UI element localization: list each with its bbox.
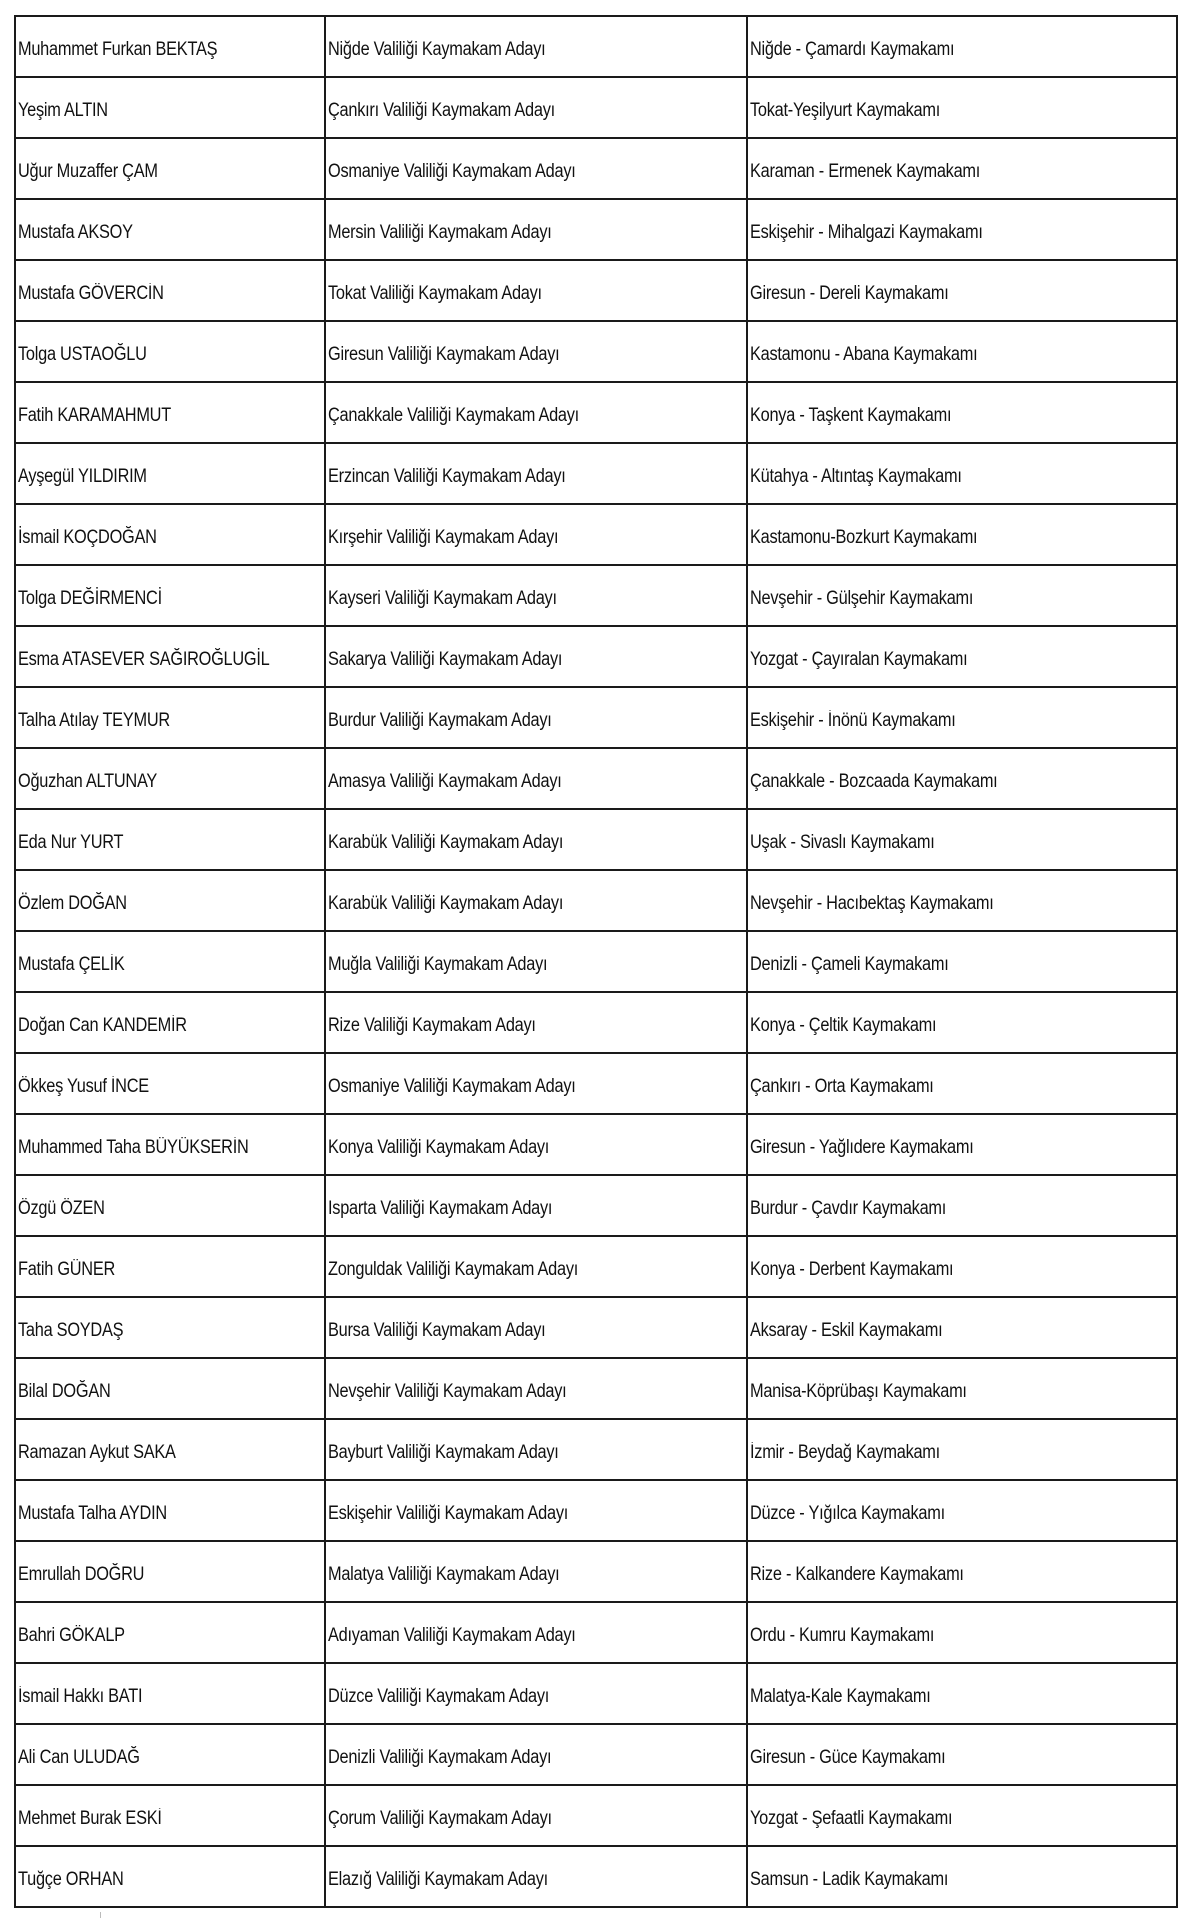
current-post-text: Giresun Valiliği Kaymakam Adayı [328, 343, 560, 365]
new-assignment-text: Kastamonu - Abana Kaymakamı [750, 343, 978, 365]
current-post-cell [325, 809, 747, 870]
current-post-text: Konya Valiliği Kaymakam Adayı [328, 1136, 550, 1158]
current-post-cell [325, 1724, 747, 1785]
current-post-text: Çanakkale Valiliği Kaymakam Adayı [328, 404, 579, 426]
person-name-text: Özlem DOĞAN [18, 892, 127, 914]
current-post-cell [325, 1602, 747, 1663]
current-post-text: Çorum Valiliği Kaymakam Adayı [328, 1807, 552, 1829]
person-name-cell [15, 1358, 325, 1419]
person-name-cell [15, 1297, 325, 1358]
person-name-cell [15, 1053, 325, 1114]
person-name-cell [15, 687, 325, 748]
new-assignment-text: Manisa-Köprübaşı Kaymakamı [750, 1380, 967, 1402]
current-post-cell [325, 1663, 747, 1724]
table-row [15, 931, 1177, 992]
person-name-text: Muhammed Taha BÜYÜKSERİN [18, 1136, 249, 1158]
current-post-cell [325, 138, 747, 199]
current-post-text: Erzincan Valiliği Kaymakam Adayı [328, 465, 566, 487]
new-assignment-cell [747, 870, 1177, 931]
new-assignment-cell [747, 321, 1177, 382]
person-name-text: İsmail KOÇDOĞAN [18, 526, 157, 548]
person-name-text: Muhammet Furkan BEKTAŞ [18, 38, 218, 60]
current-post-cell [325, 1846, 747, 1907]
table-row [15, 382, 1177, 443]
table-row [15, 626, 1177, 687]
table-row [15, 199, 1177, 260]
person-name-cell [15, 1175, 325, 1236]
new-assignment-text: Konya - Çeltik Kaymakamı [750, 1014, 937, 1036]
current-post-text: Osmaniye Valiliği Kaymakam Adayı [328, 160, 576, 182]
new-assignment-text: Tokat-Yeşilyurt Kaymakamı [750, 99, 941, 121]
person-name-text: Eda Nur YURT [18, 831, 124, 853]
new-assignment-cell [747, 1114, 1177, 1175]
current-post-text: Elazığ Valiliği Kaymakam Adayı [328, 1868, 548, 1890]
current-post-text: Bayburt Valiliği Kaymakam Adayı [328, 1441, 559, 1463]
current-post-text: Denizli Valiliği Kaymakam Adayı [328, 1746, 552, 1768]
new-assignment-cell [747, 1236, 1177, 1297]
current-post-cell [325, 687, 747, 748]
table-row [15, 504, 1177, 565]
person-name-text: İsmail Hakkı BATI [18, 1685, 143, 1707]
new-assignment-cell [747, 1785, 1177, 1846]
table-row [15, 321, 1177, 382]
current-post-text: Muğla Valiliği Kaymakam Adayı [328, 953, 548, 975]
new-assignment-text: Uşak - Sivaslı Kaymakamı [750, 831, 935, 853]
person-name-cell [15, 870, 325, 931]
person-name-text: Mustafa GÖVERCİN [18, 282, 164, 304]
new-assignment-text: Çankırı - Orta Kaymakamı [750, 1075, 934, 1097]
table-row [15, 77, 1177, 138]
person-name-cell [15, 565, 325, 626]
current-post-text: Rize Valiliği Kaymakam Adayı [328, 1014, 536, 1036]
new-assignment-text: Karaman - Ermenek Kaymakamı [750, 160, 981, 182]
new-assignment-cell [747, 504, 1177, 565]
table-row [15, 1846, 1177, 1907]
person-name-cell [15, 16, 325, 77]
person-name-text: Özgü ÖZEN [18, 1197, 105, 1219]
current-post-cell [325, 1541, 747, 1602]
new-assignment-text: İzmir - Beydağ Kaymakamı [750, 1441, 940, 1463]
table-row [15, 1175, 1177, 1236]
person-name-text: Emrullah DOĞRU [18, 1563, 145, 1585]
person-name-cell [15, 77, 325, 138]
new-assignment-cell [747, 687, 1177, 748]
person-name-cell [15, 382, 325, 443]
current-post-cell [325, 748, 747, 809]
person-name-text: Yeşim ALTIN [18, 99, 108, 121]
new-assignment-text: Düzce - Yığılca Kaymakamı [750, 1502, 945, 1524]
person-name-cell [15, 1114, 325, 1175]
person-name-cell [15, 809, 325, 870]
person-name-text: Uğur Muzaffer ÇAM [18, 160, 158, 182]
current-post-text: Malatya Valiliği Kaymakam Adayı [328, 1563, 560, 1585]
person-name-text: Mustafa Talha AYDIN [18, 1502, 167, 1524]
current-post-cell [325, 1175, 747, 1236]
new-assignment-text: Giresun - Yağlıdere Kaymakamı [750, 1136, 974, 1158]
person-name-cell [15, 992, 325, 1053]
person-name-cell [15, 1602, 325, 1663]
table-row [15, 1602, 1177, 1663]
current-post-cell [325, 443, 747, 504]
person-name-text: Fatih GÜNER [18, 1258, 116, 1280]
person-name-text: Tuğçe ORHAN [18, 1868, 124, 1890]
new-assignment-cell [747, 809, 1177, 870]
current-post-text: Zonguldak Valiliği Kaymakam Adayı [328, 1258, 579, 1280]
table-row [15, 443, 1177, 504]
person-name-cell [15, 199, 325, 260]
new-assignment-cell [747, 1480, 1177, 1541]
person-name-cell [15, 1480, 325, 1541]
new-assignment-text: Samsun - Ladik Kaymakamı [750, 1868, 949, 1890]
person-name-cell [15, 1724, 325, 1785]
person-name-cell [15, 1419, 325, 1480]
current-post-text: Karabük Valiliği Kaymakam Adayı [328, 892, 564, 914]
new-assignment-cell [747, 1663, 1177, 1724]
person-name-text: Mustafa ÇELİK [18, 953, 125, 975]
person-name-cell [15, 626, 325, 687]
current-post-cell [325, 382, 747, 443]
current-post-cell [325, 931, 747, 992]
new-assignment-text: Kastamonu-Bozkurt Kaymakamı [750, 526, 978, 548]
new-assignment-text: Denizli - Çameli Kaymakamı [750, 953, 949, 975]
new-assignment-cell [747, 626, 1177, 687]
person-name-text: Esma ATASEVER SAĞIROĞLUGİL [18, 648, 270, 670]
current-post-cell [325, 16, 747, 77]
person-name-text: Bahri GÖKALP [18, 1624, 125, 1646]
scan-speck [100, 1912, 101, 1918]
current-post-cell [325, 992, 747, 1053]
table-row [15, 1663, 1177, 1724]
current-post-cell [325, 1419, 747, 1480]
current-post-text: Kırşehir Valiliği Kaymakam Adayı [328, 526, 559, 548]
current-post-text: Sakarya Valiliği Kaymakam Adayı [328, 648, 563, 670]
person-name-text: Mustafa AKSOY [18, 221, 133, 243]
new-assignment-cell [747, 1419, 1177, 1480]
new-assignment-cell [747, 565, 1177, 626]
new-assignment-text: Aksaray - Eskil Kaymakamı [750, 1319, 943, 1341]
current-post-text: Tokat Valiliği Kaymakam Adayı [328, 282, 542, 304]
new-assignment-cell [747, 1846, 1177, 1907]
current-post-cell [325, 504, 747, 565]
new-assignment-text: Ordu - Kumru Kaymakamı [750, 1624, 935, 1646]
current-post-cell [325, 199, 747, 260]
current-post-cell [325, 1785, 747, 1846]
person-name-cell [15, 443, 325, 504]
person-name-text: Tolga USTAOĞLU [18, 343, 147, 365]
person-name-cell [15, 504, 325, 565]
person-name-text: Fatih KARAMAHMUT [18, 404, 171, 426]
current-post-text: Niğde Valiliği Kaymakam Adayı [328, 38, 546, 60]
new-assignment-cell [747, 260, 1177, 321]
current-post-cell [325, 1480, 747, 1541]
table-row [15, 1541, 1177, 1602]
table-row [15, 992, 1177, 1053]
current-post-text: Isparta Valiliği Kaymakam Adayı [328, 1197, 553, 1219]
table-row [15, 1724, 1177, 1785]
table-row [15, 1785, 1177, 1846]
new-assignment-text: Yozgat - Şefaatli Kaymakamı [750, 1807, 953, 1829]
person-name-cell [15, 1785, 325, 1846]
table-row [15, 1053, 1177, 1114]
new-assignment-cell [747, 1724, 1177, 1785]
new-assignment-text: Konya - Taşkent Kaymakamı [750, 404, 952, 426]
appointments-table [14, 15, 1178, 1908]
new-assignment-text: Kütahya - Altıntaş Kaymakamı [750, 465, 962, 487]
current-post-text: Kayseri Valiliği Kaymakam Adayı [328, 587, 557, 609]
new-assignment-text: Nevşehir - Gülşehir Kaymakamı [750, 587, 974, 609]
table-row [15, 16, 1177, 77]
person-name-text: Doğan Can KANDEMİR [18, 1014, 187, 1036]
person-name-cell [15, 1541, 325, 1602]
person-name-cell [15, 931, 325, 992]
new-assignment-cell [747, 748, 1177, 809]
new-assignment-text: Giresun - Güce Kaymakamı [750, 1746, 946, 1768]
person-name-text: Tolga DEĞİRMENCİ [18, 587, 162, 609]
table-row [15, 1236, 1177, 1297]
current-post-cell [325, 77, 747, 138]
current-post-cell [325, 1297, 747, 1358]
person-name-text: Ökkeş Yusuf İNCE [18, 1075, 149, 1097]
current-post-cell [325, 1053, 747, 1114]
current-post-cell [325, 626, 747, 687]
person-name-text: Bilal DOĞAN [18, 1380, 111, 1402]
person-name-text: Ramazan Aykut SAKA [18, 1441, 176, 1463]
table-row [15, 1358, 1177, 1419]
person-name-cell [15, 1663, 325, 1724]
new-assignment-cell [747, 1053, 1177, 1114]
current-post-cell [325, 870, 747, 931]
new-assignment-cell [747, 931, 1177, 992]
current-post-text: Düzce Valiliği Kaymakam Adayı [328, 1685, 550, 1707]
person-name-text: Talha Atılay TEYMUR [18, 709, 170, 731]
current-post-text: Çankırı Valiliği Kaymakam Adayı [328, 99, 555, 121]
current-post-cell [325, 565, 747, 626]
new-assignment-cell [747, 138, 1177, 199]
table-body [15, 16, 1177, 1907]
new-assignment-text: Nevşehir - Hacıbektaş Kaymakamı [750, 892, 994, 914]
table-row [15, 138, 1177, 199]
current-post-text: Osmaniye Valiliği Kaymakam Adayı [328, 1075, 576, 1097]
new-assignment-text: Niğde - Çamardı Kaymakamı [750, 38, 955, 60]
table-row [15, 748, 1177, 809]
person-name-cell [15, 1236, 325, 1297]
person-name-cell [15, 748, 325, 809]
new-assignment-cell [747, 1541, 1177, 1602]
new-assignment-text: Rize - Kalkandere Kaymakamı [750, 1563, 964, 1585]
person-name-text: Oğuzhan ALTUNAY [18, 770, 158, 792]
table-row [15, 565, 1177, 626]
new-assignment-text: Burdur - Çavdır Kaymakamı [750, 1197, 947, 1219]
current-post-cell [325, 260, 747, 321]
table-row [15, 870, 1177, 931]
new-assignment-cell [747, 1602, 1177, 1663]
new-assignment-cell [747, 1358, 1177, 1419]
new-assignment-cell [747, 77, 1177, 138]
new-assignment-text: Konya - Derbent Kaymakamı [750, 1258, 954, 1280]
person-name-cell [15, 138, 325, 199]
table-row [15, 1480, 1177, 1541]
current-post-text: Burdur Valiliği Kaymakam Adayı [328, 709, 552, 731]
new-assignment-text: Yozgat - Çayıralan Kaymakamı [750, 648, 968, 670]
table-row [15, 1297, 1177, 1358]
current-post-text: Eskişehir Valiliği Kaymakam Adayı [328, 1502, 569, 1524]
table-row [15, 1114, 1177, 1175]
person-name-cell [15, 1846, 325, 1907]
new-assignment-cell [747, 1175, 1177, 1236]
current-post-text: Karabük Valiliği Kaymakam Adayı [328, 831, 564, 853]
current-post-text: Mersin Valiliği Kaymakam Adayı [328, 221, 552, 243]
current-post-text: Adıyaman Valiliği Kaymakam Adayı [328, 1624, 576, 1646]
current-post-cell [325, 1114, 747, 1175]
person-name-text: Mehmet Burak ESKİ [18, 1807, 162, 1829]
new-assignment-text: Çanakkale - Bozcaada Kaymakamı [750, 770, 998, 792]
table-row [15, 1419, 1177, 1480]
current-post-cell [325, 1236, 747, 1297]
person-name-text: Ayşegül YILDIRIM [18, 465, 147, 487]
person-name-cell [15, 260, 325, 321]
current-post-cell [325, 1358, 747, 1419]
new-assignment-text: Giresun - Dereli Kaymakamı [750, 282, 949, 304]
table-row [15, 809, 1177, 870]
person-name-text: Ali Can ULUDAĞ [18, 1746, 140, 1768]
person-name-cell [15, 321, 325, 382]
new-assignment-cell [747, 1297, 1177, 1358]
current-post-text: Nevşehir Valiliği Kaymakam Adayı [328, 1380, 567, 1402]
table-row [15, 687, 1177, 748]
new-assignment-text: Malatya-Kale Kaymakamı [750, 1685, 931, 1707]
new-assignment-cell [747, 382, 1177, 443]
current-post-text: Bursa Valiliği Kaymakam Adayı [328, 1319, 546, 1341]
new-assignment-cell [747, 16, 1177, 77]
new-assignment-cell [747, 443, 1177, 504]
current-post-cell [325, 321, 747, 382]
new-assignment-text: Eskişehir - İnönü Kaymakamı [750, 709, 956, 731]
new-assignment-cell [747, 199, 1177, 260]
new-assignment-text: Eskişehir - Mihalgazi Kaymakamı [750, 221, 983, 243]
person-name-text: Taha SOYDAŞ [18, 1319, 124, 1341]
new-assignment-cell [747, 992, 1177, 1053]
current-post-text: Amasya Valiliği Kaymakam Adayı [328, 770, 562, 792]
table-row [15, 260, 1177, 321]
